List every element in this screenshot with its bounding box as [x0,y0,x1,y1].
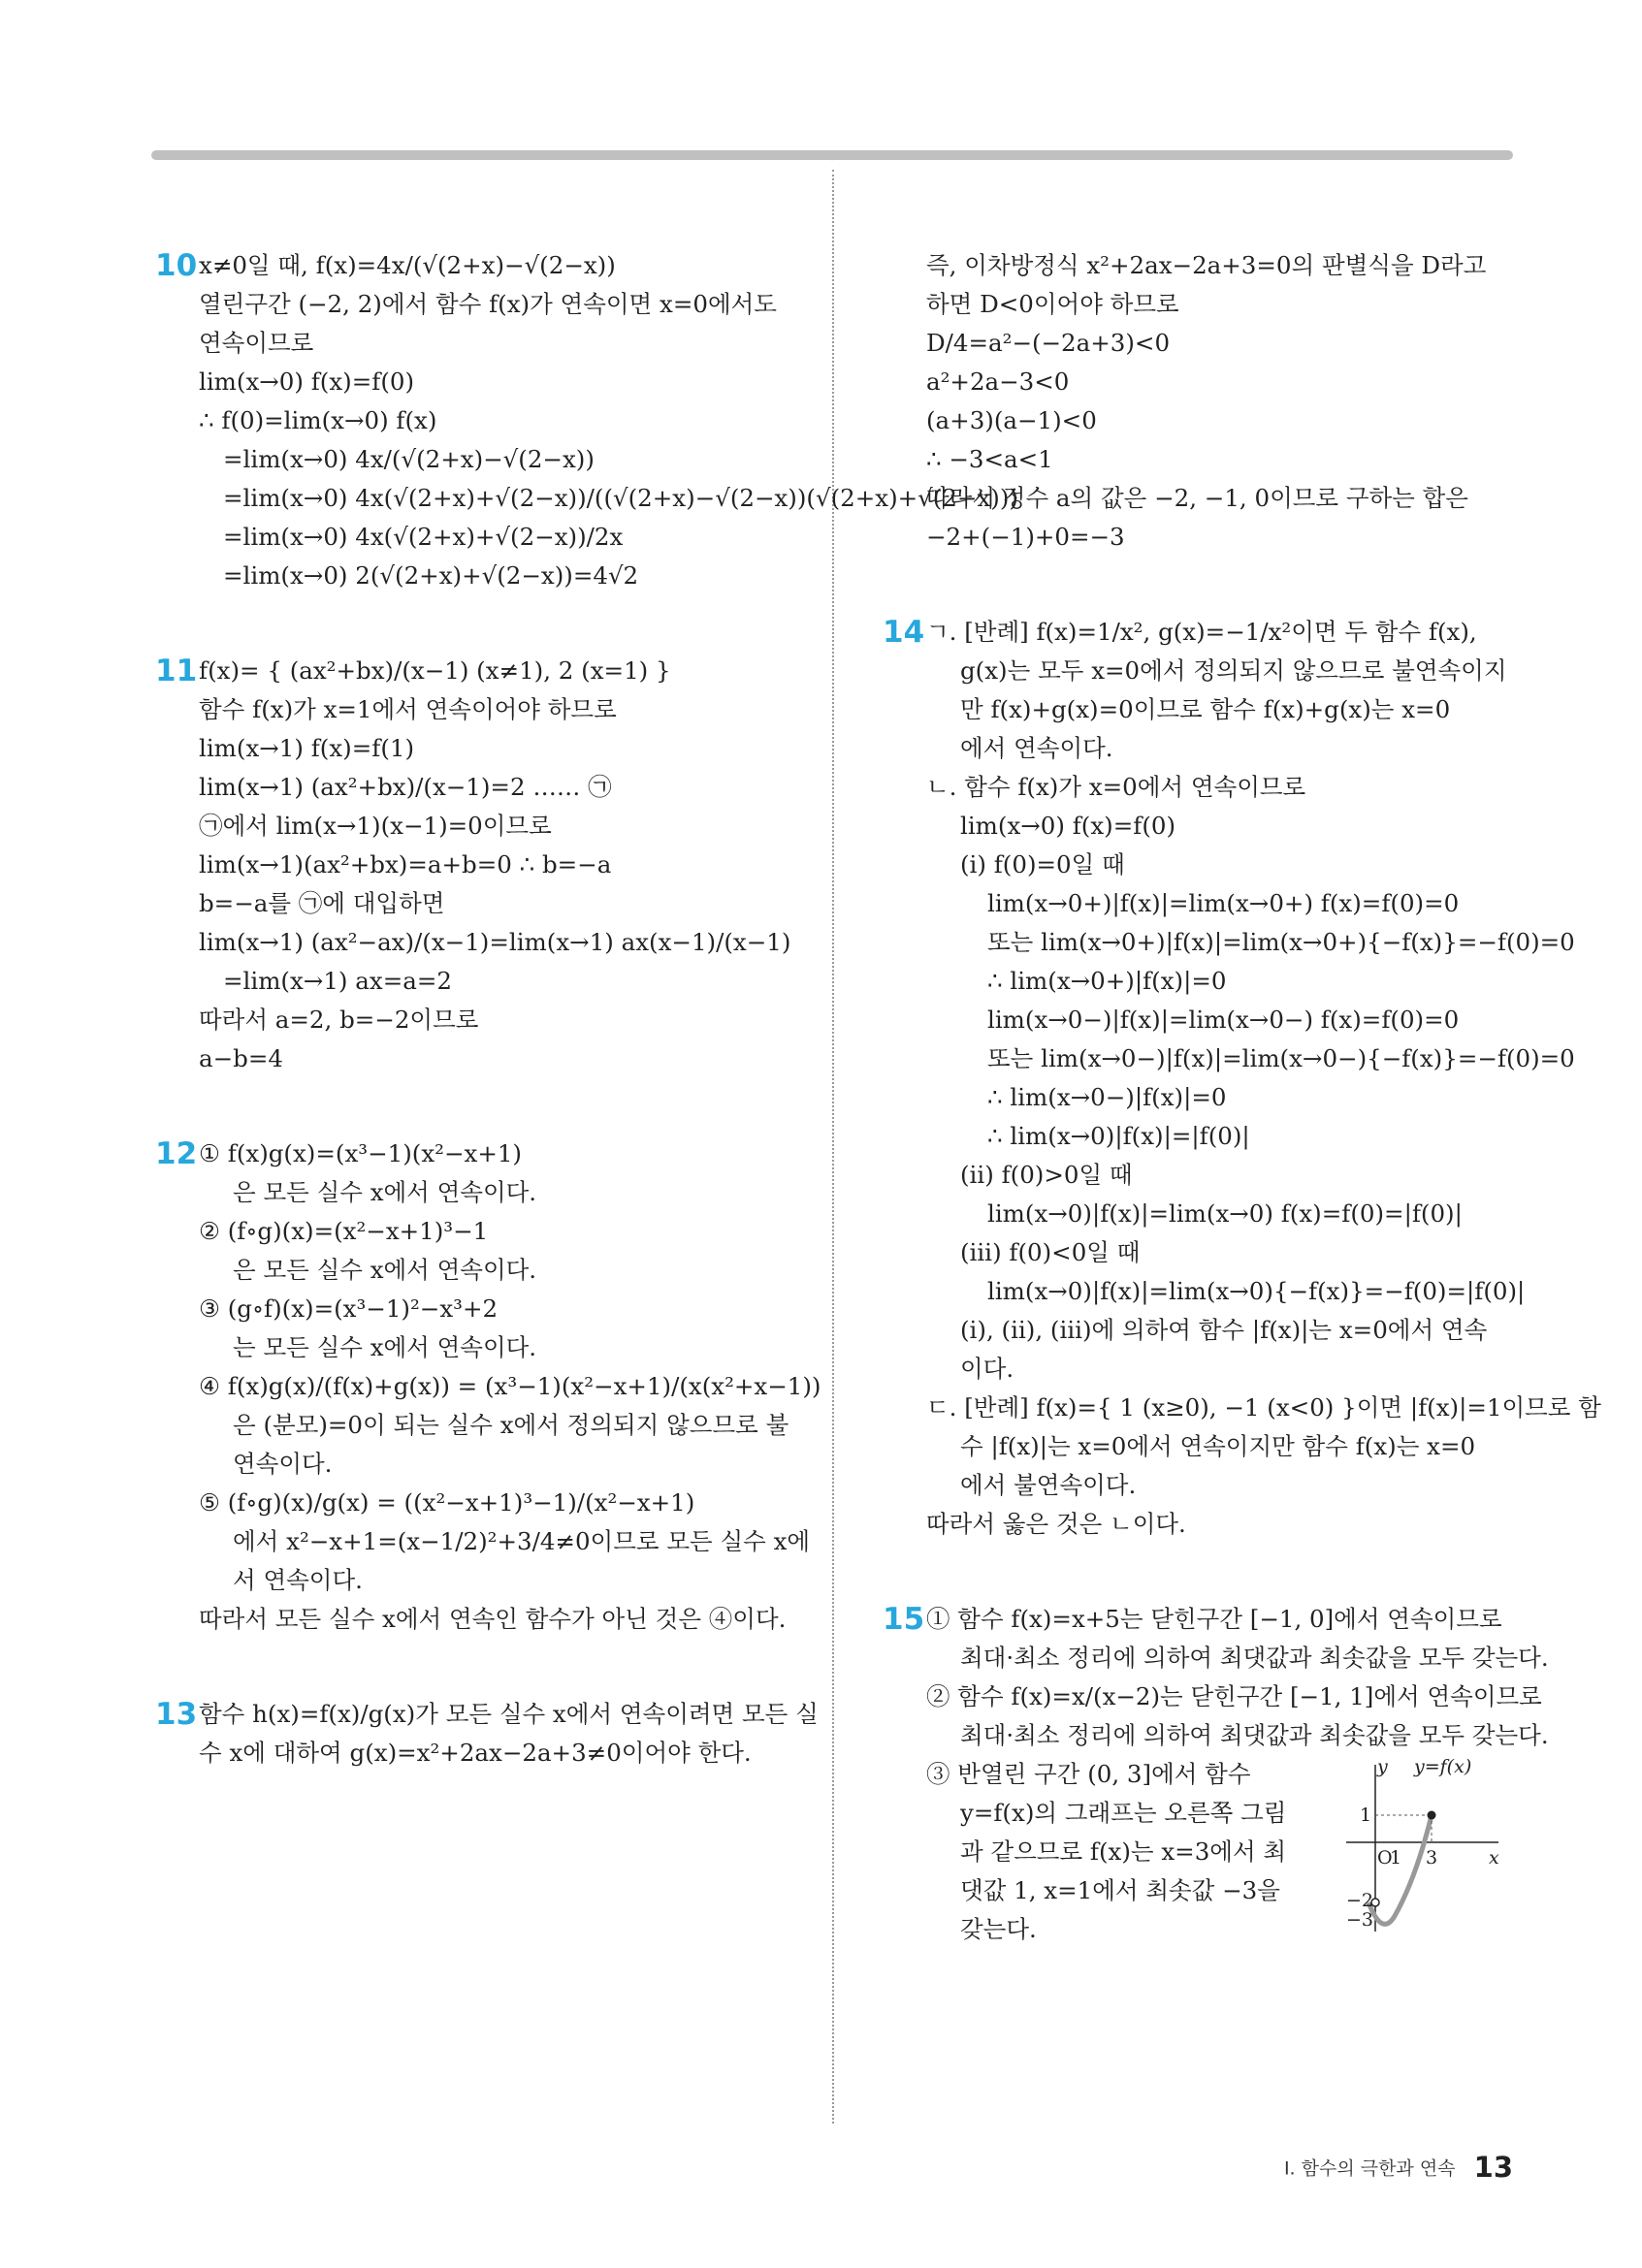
solution-line: ∴ f(0)=lim(x→0) f(x) [199,406,437,434]
solution-line: 에서 불연속이다. [960,1471,1137,1499]
problem-block [883,1600,1549,1949]
solution-line: ∴ lim(x→0)|f(x)|=|f(0)| [987,1122,1250,1150]
solution-line: b=−a를 ㉠에 대입하면 [199,889,445,917]
problem-block [155,1134,821,1639]
solution-line: ④ f(x)g(x)/(f(x)+g(x)) = (x³−1)(x²−x+1)/(x(x²+x−1)) [199,1372,821,1400]
page-footer [1284,2151,1513,2184]
solution-line: 즉, 이차방정식 x²+2ax−2a+3=0의 판별식을 D라고 [926,251,1487,279]
solution-line: ㄷ. [반례] f(x)={ 1 (x≥0), −1 (x<0) }이면 |f(x)|=1이므로 함 [926,1393,1601,1421]
curve-label: y=f(x) [1414,1757,1472,1777]
problem-block [883,613,1601,1544]
solution-line: ㉠에서 lim(x→1)(x−1)=0이므로 [199,812,552,840]
solution-line: 따라서 정수 a의 값은 −2, −1, 0이므로 구하는 합은 [926,484,1468,512]
solution-line: 열린구간 (−2, 2)에서 함수 f(x)가 연속이면 x=0에서도 [199,290,777,318]
solution-line: x≠0일 때, f(x)=4x/(√(2+x)−√(2−x)) [199,251,616,279]
solution-line: 함수 h(x)=f(x)/g(x)가 모든 실수 x에서 연속이려면 모든 실 [199,1700,819,1728]
solution-line: ∴ lim(x→0+)|f(x)|=0 [987,967,1227,995]
problem-number: 15 [883,1602,925,1637]
solution-line: ㄱ. [반례] f(x)=1/x², g(x)=−1/x²이면 두 함수 f(x), [926,618,1477,646]
solution-line: ∴ lim(x→0−)|f(x)|=0 [987,1083,1227,1111]
solution-line: y=f(x)의 그래프는 오른쪽 그림 [960,1799,1287,1827]
problem-block [883,246,1513,557]
solution-line: =lim(x→1) ax=a=2 [223,967,452,995]
solution-line: (ⅰ), (ⅱ), (ⅲ)에 의하여 함수 |f(x)|는 x=0에서 연속 [960,1316,1488,1344]
solution-line: ③ 반열린 구간 (0, 3]에서 함수 [926,1760,1251,1788]
solution-line: D/4=a²−(−2a+3)<0 [926,329,1171,357]
solution-line: ① 함수 f(x)=x+5는 닫힌구간 [−1, 0]에서 연속이므로 [926,1605,1502,1633]
column-divider [832,170,834,2124]
solution-line: lim(x→0)|f(x)|=lim(x→0){−f(x)}=−f(0)=|f(0)| [987,1277,1526,1305]
solution-line: lim(x→0+)|f(x)|=lim(x→0+) f(x)=f(0)=0 [987,889,1460,917]
solution-line: 따라서 모든 실수 x에서 연속인 함수가 아닌 것은 ④이다. [199,1605,787,1633]
solution-line: ∴ −3<a<1 [926,445,1053,473]
problem-number: 14 [883,615,925,650]
top-bar [151,148,1513,162]
solution-line: =lim(x→0) 4x/(√(2+x)−√(2−x)) [223,445,595,473]
solution-line: 또는 lim(x→0−)|f(x)|=lim(x→0−){−f(x)}=−f(0)=0 [987,1044,1575,1072]
solution-line: −2+(−1)+0=−3 [926,523,1125,551]
problem-number: 10 [155,248,198,283]
solution-line: f(x)= { (ax²+bx)/(x−1) (x≠1), 2 (x=1) } [199,656,671,685]
solution-line: g(x)는 모두 x=0에서 정의되지 않으므로 불연속이지 [960,656,1507,685]
solution-line: lim(x→1) (ax²+bx)/(x−1)=2 …… ㉠ [199,773,612,801]
function-graph [1338,1757,1503,1941]
solution-line: 최대·최소 정리에 의하여 최댓값과 최솟값을 모두 갖는다. [960,1721,1549,1749]
solution-line: =lim(x→0) 4x(√(2+x)+√(2−x))/((√(2+x)−√(2−x))(√(2+x)+√(2−x))) [223,484,1018,512]
solution-line: 서 연속이다. [233,1566,363,1594]
solution-line: lim(x→0−)|f(x)|=lim(x→0−) f(x)=f(0)=0 [987,1006,1460,1034]
solution-line: ② (f∘g)(x)=(x²−x+1)³−1 [199,1217,489,1245]
solution-line: a−b=4 [199,1044,283,1072]
solution-line: a²+2a−3<0 [926,367,1070,396]
solution-line: 연속이므로 [199,329,314,357]
solution-line: =lim(x→0) 2(√(2+x)+√(2−x))=4√2 [223,561,639,590]
solution-line: 은 모든 실수 x에서 연속이다. [233,1178,537,1206]
solution-line: ⑤ (f∘g)(x)/g(x) = ((x²−x+1)³−1)/(x²−x+1) [199,1488,695,1517]
solution-line: 은 모든 실수 x에서 연속이다. [233,1256,537,1284]
problem-number: 11 [155,654,198,688]
solution-line: (ⅲ) f(0)<0일 때 [960,1238,1141,1266]
solution-line: (ⅰ) f(0)=0일 때 [960,850,1125,878]
solution-line: lim(x→1) f(x)=f(1) [199,734,415,762]
y-tick: 1 [1360,1805,1372,1826]
solution-line: lim(x→1) (ax²−ax)/(x−1)=lim(x→1) ax(x−1)/(x−1) [199,928,791,956]
problem-block [155,652,803,1078]
solution-line: lim(x→1)(ax²+bx)=a+b=0 ∴ b=−a [199,850,612,878]
problem-block [155,1695,819,1773]
solution-line: (a+3)(a−1)<0 [926,406,1097,434]
solution-line: ① f(x)g(x)=(x³−1)(x²−x+1) [199,1139,522,1167]
solution-line: 최대·최소 정리에 의하여 최댓값과 최솟값을 모두 갖는다. [960,1644,1549,1672]
solution-line: 댓값 1, x=1에서 최솟값 −3을 [960,1876,1280,1904]
solution-line: 수 x에 대하여 g(x)=x²+2ax−2a+3≠0이어야 한다. [199,1739,752,1767]
problem-number: 12 [155,1136,198,1171]
solution-line: 이다. [960,1355,1014,1383]
solution-line: 수 |f(x)|는 x=0에서 연속이지만 함수 f(x)는 x=0 [960,1432,1476,1460]
closed-point [1428,1811,1436,1820]
solution-line: 따라서 a=2, b=−2이므로 [199,1006,479,1034]
solution-line: ③ (g∘f)(x)=(x³−1)²−x³+2 [199,1294,499,1323]
solution-line: lim(x→0)|f(x)|=lim(x→0) f(x)=f(0)=|f(0)| [987,1199,1463,1228]
y-label: y [1377,1757,1388,1777]
solution-line: ② 함수 f(x)=x/(x−2)는 닫힌구간 [−1, 1]에서 연속이므로 [926,1682,1542,1710]
x-tick: 3 [1426,1847,1438,1869]
solution-line: =lim(x→0) 4x(√(2+x)+√(2−x))/2x [223,523,624,551]
y-tick: −3 [1346,1909,1374,1931]
curve [1368,1815,1432,1924]
solution-line: 만 f(x)+g(x)=0이므로 함수 f(x)+g(x)는 x=0 [960,695,1451,723]
solution-line: 은 (분모)=0이 되는 실수 x에서 정의되지 않으므로 불 [233,1411,789,1439]
solution-line: ㄴ. 함수 f(x)가 x=0에서 연속이므로 [926,773,1306,801]
solution-line: 에서 연속이다. [960,734,1113,762]
solution-line: 따라서 옳은 것은 ㄴ이다. [926,1510,1186,1538]
solution-line: (ⅱ) f(0)>0일 때 [960,1161,1133,1189]
solution-line: 함수 f(x)가 x=1에서 연속이어야 하므로 [199,695,617,723]
problem-number: 13 [155,1697,198,1732]
solution-line: 또는 lim(x→0+)|f(x)|=lim(x→0+){−f(x)}=−f(0)=0 [987,928,1575,956]
right-column [883,246,1601,1949]
x-tick: 1 [1390,1847,1402,1869]
solution-line: 갖는다. [960,1915,1037,1943]
page-number: 13 [1473,2151,1513,2184]
solution-line: lim(x→0) f(x)=f(0) [199,367,415,396]
solution-line: 연속이다. [233,1450,333,1478]
y-tick: −2 [1346,1890,1374,1911]
solution-line: lim(x→0) f(x)=f(0) [960,812,1176,840]
origin-label: O [1377,1847,1393,1869]
solution-line: 하면 D<0이어야 하므로 [926,290,1179,318]
solution-line: 는 모든 실수 x에서 연속이다. [233,1333,537,1361]
x-label: x [1489,1847,1499,1869]
solution-line: 과 같으므로 f(x)는 x=3에서 최 [960,1837,1287,1866]
chapter-title: Ⅰ. 함수의 극한과 연속 [1283,2157,1456,2180]
solution-line: 에서 x²−x+1=(x−1/2)²+3/4≠0이므로 모든 실수 x에 [233,1527,811,1555]
